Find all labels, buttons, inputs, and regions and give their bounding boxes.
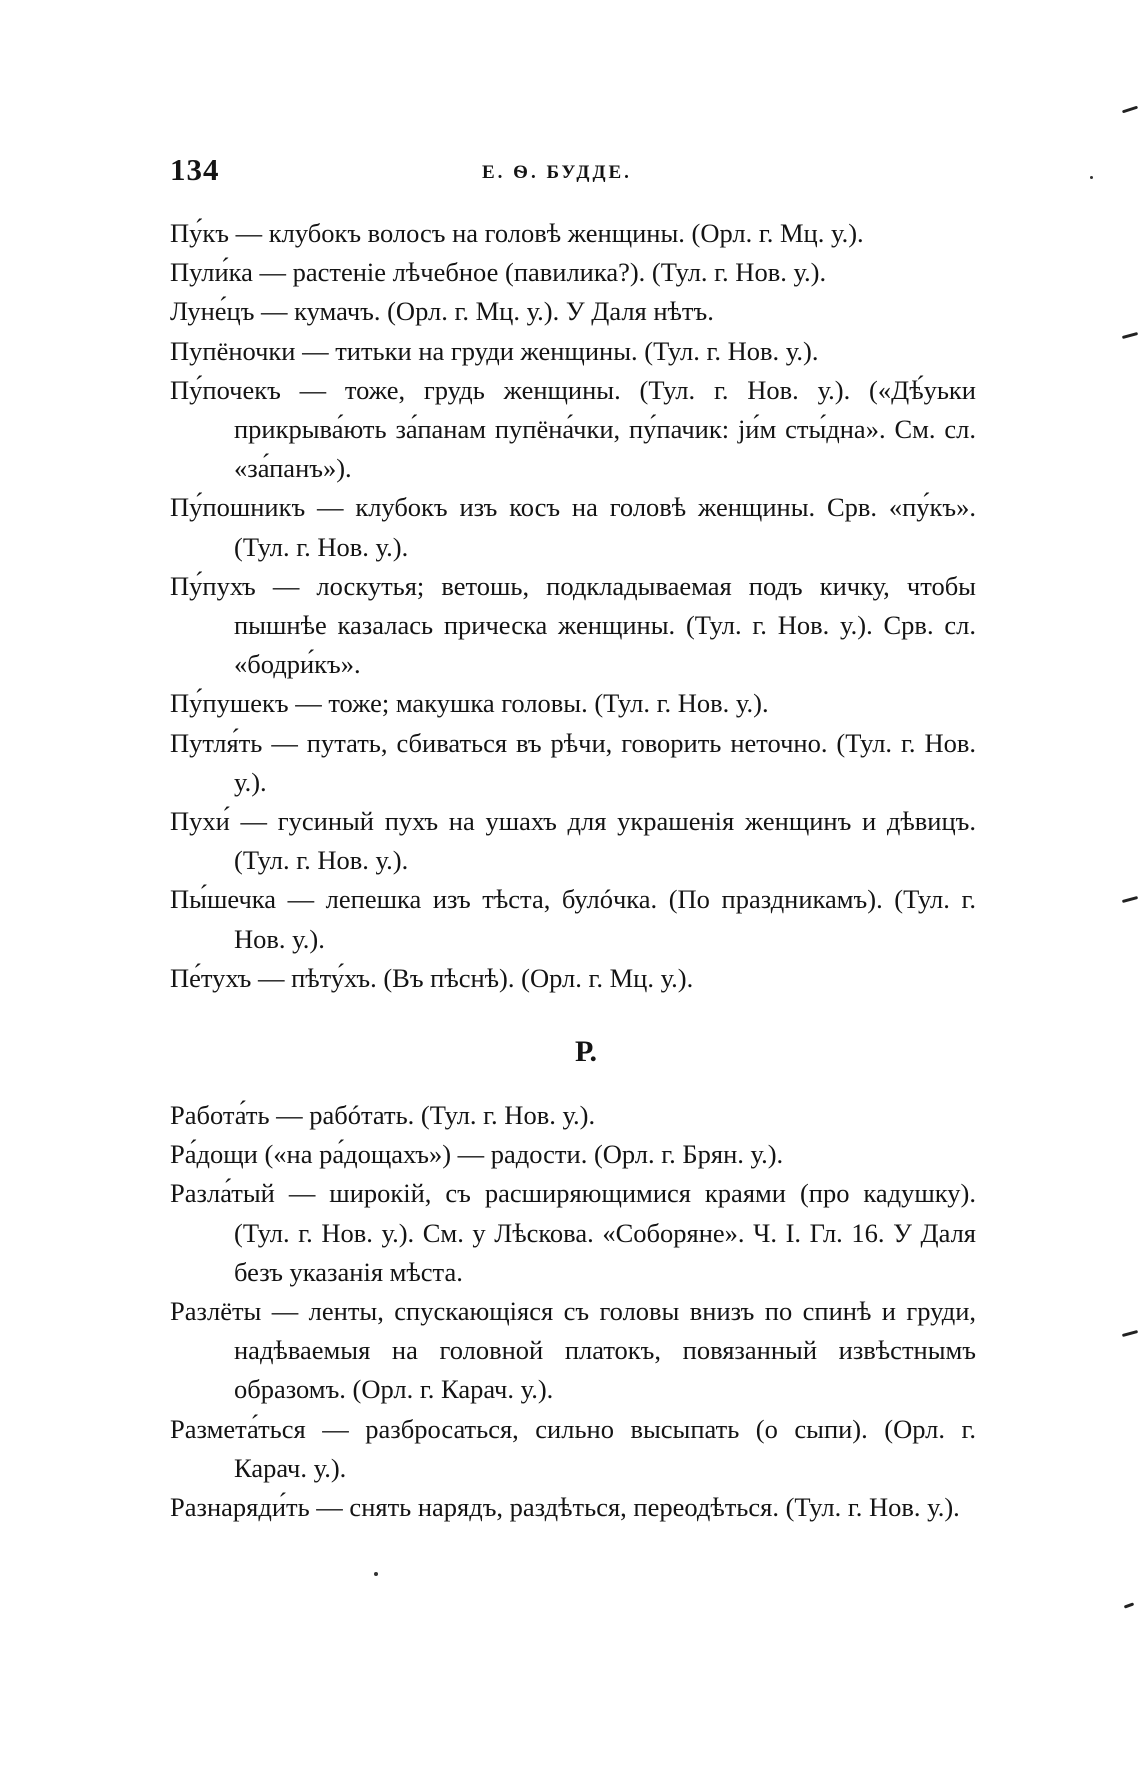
margin-mark [1124,1602,1134,1608]
dictionary-entry: Луне́цъ — кумачъ. (Орл. г. Мц. у.). У Даля нѣтъ. [170,296,714,327]
dictionary-entry: Ра́дощи («на ра́дощахъ») — радости. (Орл. г. Брян. у.). [170,1139,784,1170]
page-header [170,152,980,192]
margin-mark [1122,1330,1138,1337]
dictionary-entry: Пе́тухъ — пѣту́хъ. (Въ пѣснѣ). (Орл. г. Мц. у.). [170,962,694,993]
print-speck [374,1572,378,1576]
dictionary-entry: Разнаряди́ть — снять нарядъ, раздѣться, переодѣться. (Тул. г. Нов. у.). [170,1492,960,1523]
dictionary-entry: Пу́почекъ — тоже, грудь женщины. (Тул. г. Нов. у.). («Дѣ́уьки прикрыва́ють за́панам пупёна́чки, пу́пачик: ји́м сты́дна». См. сл. «за́панъ»). [170,374,976,484]
margin-mark [1122,332,1138,339]
dictionary-entry: Путля́ть — путать, сбиваться въ рѣчи, говорить неточно. (Тул. г. Нов. у.). [170,727,976,797]
dictionary-entry: Размета́ться — разбросаться, сильно высыпать (о сыпи). (Орл. г. Карач. у.). [170,1413,976,1483]
dictionary-entry: Пу́пошникъ — клубокъ изъ косъ на головѣ женщины. Срв. «пу́къ». (Тул. г. Нов. у.). [170,492,976,562]
section-heading: Р. [574,1035,598,1069]
dictionary-entry: Работа́ть — рабóтать. (Тул. г. Нов. у.). [170,1100,596,1131]
dictionary-entry: Разла́тый — широкій, съ расширяющимися краями (про кадушку). (Тул. г. Нов. у.). См. у Лѣскова. «Соборяне». Ч. I. Гл. 16. У Даля безъ указанія мѣста. [170,1178,976,1287]
dictionary-entry: Пули́ка — растеніе лѣчебное (павилика?). (Тул. г. Нов. у.). [170,257,827,288]
running-head: Е. Ѳ. БУДДЕ. [482,162,632,183]
dictionary-entry: Пупёночки — титьки на груди женщины. (Тул. г. Нов. у.). [170,335,819,366]
margin-mark [1122,106,1138,114]
dictionary-entry: Пу́пухъ — лоскутья; ветошь, подкладываемая подъ кичку, чтобы пышнѣе казалась прическа женщины. (Тул. г. Нов. у.). Срв. сл. «бодри́къ». [170,570,976,680]
dictionary-body [170,214,976,1527]
dictionary-entry: Пухи́ — гусиный пухъ на ушахъ для украшенія женщинъ и дѣвицъ. (Тул. г. Нов. у.). [170,806,976,876]
dictionary-entry: Пы́шечка — лепешка изъ тѣста, булóчка. (По праздникамъ). (Тул. г. Нов. у.). [170,884,976,954]
dictionary-entry: Разлёты — ленты, спускающіяся съ головы внизъ по спинѣ и груди, надѣваемыя на головной платокъ, повязанный извѣстнымъ образомъ. (Орл. г. Карач. у.). [170,1296,976,1405]
dictionary-entry: Пу́пушекъ — тоже; макушка головы. (Тул. г. Нов. у.). [170,688,769,719]
page-number: 134 [170,152,220,187]
dictionary-entry: Пу́къ — клубокъ волосъ на головѣ женщины. (Орл. г. Мц. у.). [170,218,864,248]
print-speck [1090,176,1093,179]
margin-mark [1122,896,1138,903]
